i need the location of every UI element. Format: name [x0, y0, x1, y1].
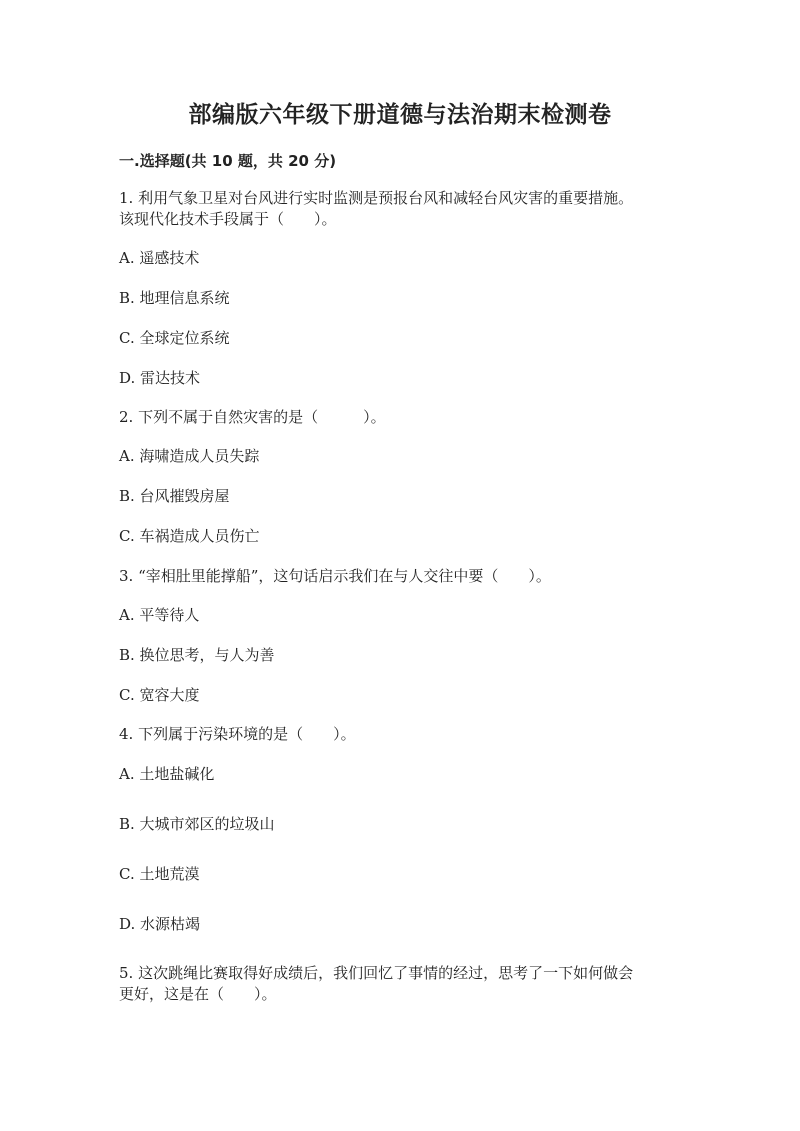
question-3-option-b: B. 换位思考，与人为善	[119, 646, 275, 664]
question-4-option-a: A. 土地盐碱化	[119, 765, 215, 783]
question-2-option-b: B. 台风摧毁房屋	[119, 487, 230, 505]
section-heading: 一.选择题(共 10 题，共 20 分)	[119, 152, 337, 170]
question-1-option-a: A. 遥感技术	[119, 249, 200, 267]
question-3-option-c: C. 宽容大度	[119, 686, 200, 704]
question-4-option-b: B. 大城市郊区的垃圾山	[119, 815, 275, 833]
question-1-option-d: D. 雷达技术	[119, 369, 201, 387]
question-1-stem-line-1: 1. 利用气象卫星对台风进行实时监测是预报台风和减轻台风灾害的重要措施。	[119, 189, 634, 207]
page-title: 部编版六年级下册道德与法治期末检测卷	[188, 102, 612, 128]
question-1-option-b: B. 地理信息系统	[119, 289, 230, 307]
question-1-option-c: C. 全球定位系统	[119, 329, 230, 347]
question-5-stem-line-1: 5. 这次跳绳比赛取得好成绩后，我们回忆了事情的经过，思考了一下如何做会	[119, 964, 634, 982]
question-2-option-a: A. 海啸造成人员失踪	[119, 447, 260, 465]
question-2-option-c: C. 车祸造成人员伤亡	[119, 527, 260, 545]
question-4-option-d: D. 水源枯竭	[119, 915, 201, 933]
question-3-option-a: A. 平等待人	[119, 606, 200, 624]
question-5-stem-line-2: 更好，这是在（ ）。	[119, 985, 277, 1003]
question-4-option-c: C. 土地荒漠	[119, 865, 200, 883]
question-4-stem: 4. 下列属于污染环境的是（ ）。	[119, 725, 356, 743]
question-2-stem: 2. 下列不属于自然灾害的是（ ）。	[119, 408, 386, 426]
question-3-stem: 3. “宰相肚里能撑船”，这句话启示我们在与人交往中要（ ）。	[119, 567, 551, 585]
question-1-stem-line-2: 该现代化技术手段属于（ ）。	[119, 210, 337, 228]
